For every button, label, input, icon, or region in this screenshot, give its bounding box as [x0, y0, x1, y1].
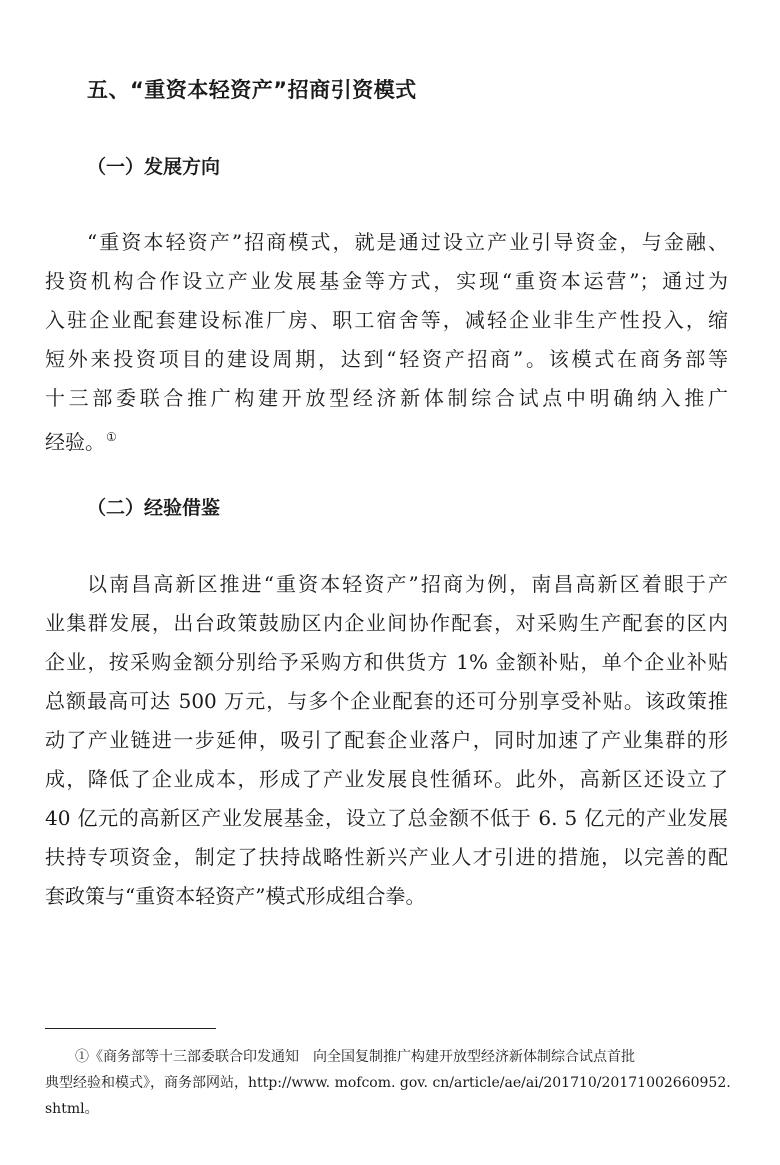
footnote-line: shtml。 — [45, 1101, 99, 1117]
text-line: 业集群发展，出台政策鼓励区内企业间协作配套，对采购生产配套的区内 — [45, 611, 728, 635]
footnote-line-url[interactable]: 典型经验和模式》，商务部网站，http://www. mofcom. gov. cn/article/ae/ai/201710/20171002660952. — [45, 1075, 731, 1091]
subsection-title-direction: （一）发展方向 — [87, 156, 221, 178]
text-line: 短外来投资项目的建设周期，达到“轻资产招商”。该模式在商务部等 — [45, 347, 728, 371]
text-line: 成，降低了企业成本，形成了产业发展良性循环。此外，高新区还设立了 — [45, 767, 728, 791]
text-line: 入驻企业配套建设标准厂房、职工宿舍等，减轻企业非生产性投入，缩 — [45, 308, 728, 332]
text-line: 以南昌高新区推进“重资本轻资产”招商为例，南昌高新区着眼于产 — [87, 572, 728, 596]
text-line-last — [45, 423, 117, 456]
footnote-divider — [45, 1028, 216, 1029]
text-line: 总额最高可达 500 万元，与多个企业配套的还可分别享受补贴。该政策推 — [45, 689, 728, 713]
text-line: 40 亿元的高新区产业发展基金，设立了总金额不低于 6. 5 亿元的产业发展 — [45, 806, 728, 830]
text-line: 企业，按采购金额分别给予采购方和供货方 1% 金额补贴，单个企业补贴 — [45, 650, 728, 674]
text-line: 扶持专项资金，制定了扶持战略性新兴产业人才引进的措施，以完善的配 — [45, 845, 728, 869]
subsection-title-experience: （二）经验借鉴 — [87, 497, 221, 519]
section-title: 五、“重资本轻资产”招商引资模式 — [87, 78, 417, 102]
text-line: “重资本轻资产”招商模式，就是通过设立产业引导资金，与金融、 — [87, 230, 728, 254]
text-line: 经验。 — [45, 430, 105, 454]
footnote-line: ①《商务部等十三部委联合印发通知 向全国复制推广构建开放型经济新体制综合试点首批 — [75, 1049, 635, 1065]
footnote-marker[interactable]: ① — [106, 430, 117, 444]
text-line: 动了产业链进一步延伸，吸引了配套企业落户，同时加速了产业集群的形 — [45, 728, 728, 752]
text-line: 十三部委联合推广构建开放型经济新体制综合试点中明确纳入推广 — [45, 386, 728, 410]
text-line: 套政策与“重资本轻资产”模式形成组合拳。 — [45, 884, 426, 908]
text-line: 投资机构合作设立产业发展基金等方式，实现“重资本运营”；通过为 — [45, 269, 728, 293]
